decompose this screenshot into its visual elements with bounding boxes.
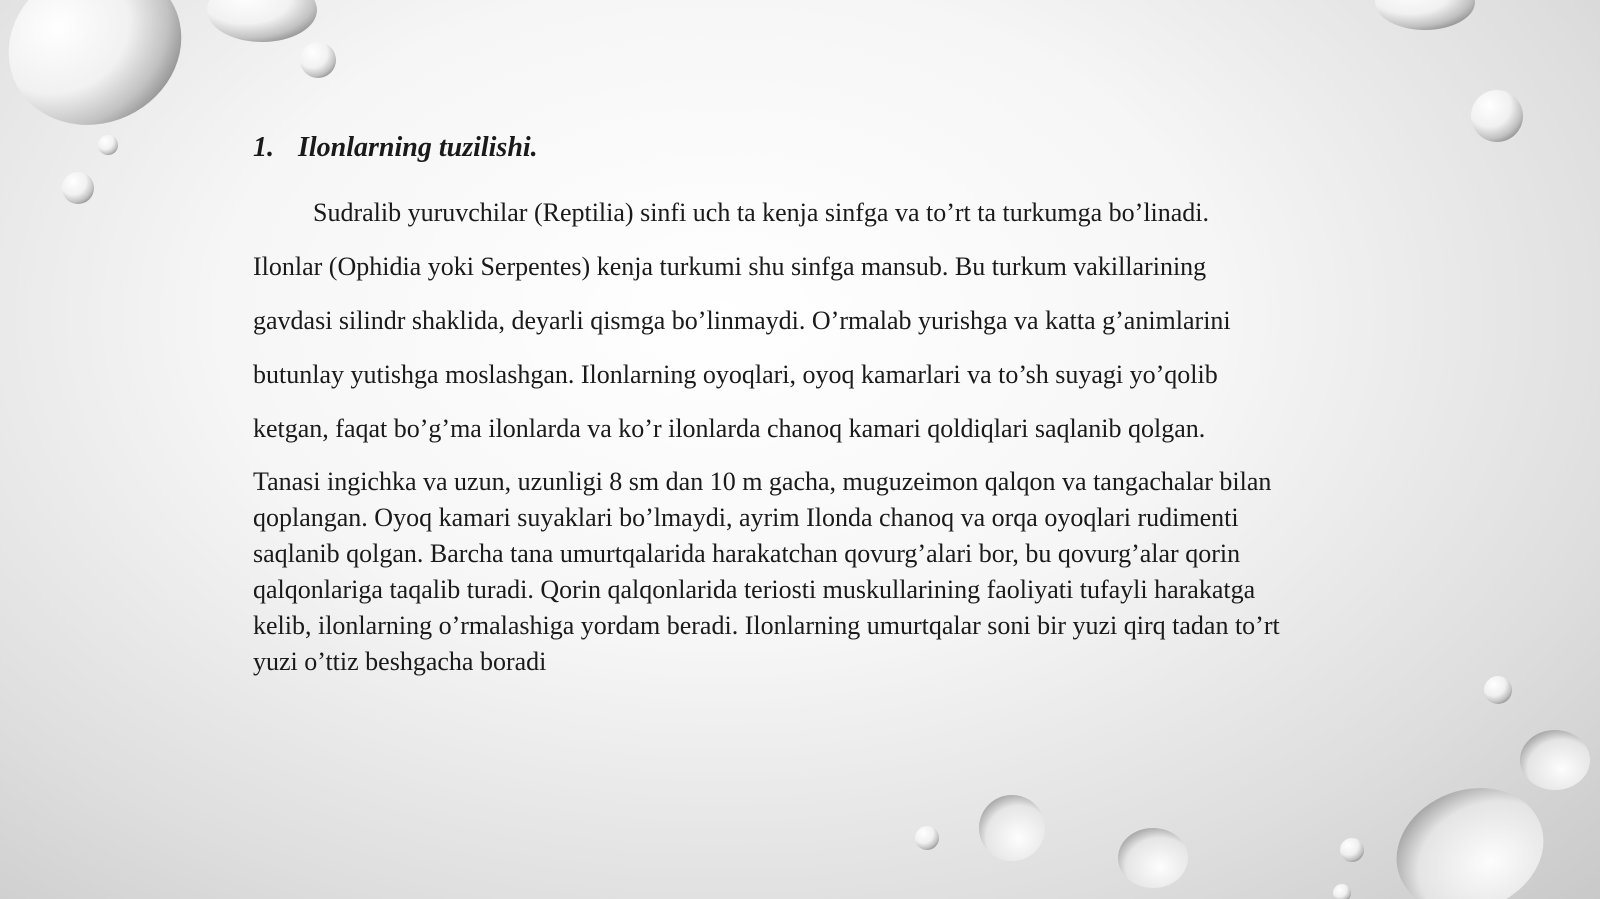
slide-heading	[253, 128, 1283, 168]
heading-number: 1.	[253, 132, 274, 163]
body-paragraph-1: Sudralib yuruvchilar (Reptilia) sinfi uch ta kenja sinfga va to’rt ta turkumga bo’linadi. Ilonlar (Ophidia yoki Serpentes) kenja turkumi shu sinfga mansub. Bu turkum vakillarining gavdasi silindr shaklida, deyarli qismga bo’linmaydi. O’rmalab yurishga va katta g’animlarini butunlay yutishga moslashgan. Ilonlarning oyoqlari, oyoq kamarlari va to’sh suyagi yo’qolib ketgan, faqat bo’g’ma ilonlarda va ko’r ilonlarda chanoq kamari qoldiqlari saqlanib qolgan.	[253, 198, 1231, 443]
slide-content	[253, 128, 1283, 680]
heading-title: Ilonlarning tuzilishi.	[298, 132, 538, 163]
body-paragraph-2: Tanasi ingichka va uzun, uzunligi 8 sm dan 10 m gacha, muguzeimon qalqon va tangachalar bilan qoplangan. Oyoq kamari suyaklari bo’lmaydi, ayrim Ilonda chanoq va orqa oyoqlari rudimenti saqlanib qolgan. Barcha tana umurtqalarida harakatchan qovurg’alari bor, bu qovurg’alar qorin qalqonlariga taqalib turadi. Qorin qalqonlarida teriosti muskullarining faoliyati tufayli harakatga kelib, ilonlarning o’rmalashiga yordam beradi. Ilonlarning umurtqalar soni bir yuzi qirq tadan to’rt yuzi o’ttiz beshgacha boradi	[253, 467, 1280, 676]
